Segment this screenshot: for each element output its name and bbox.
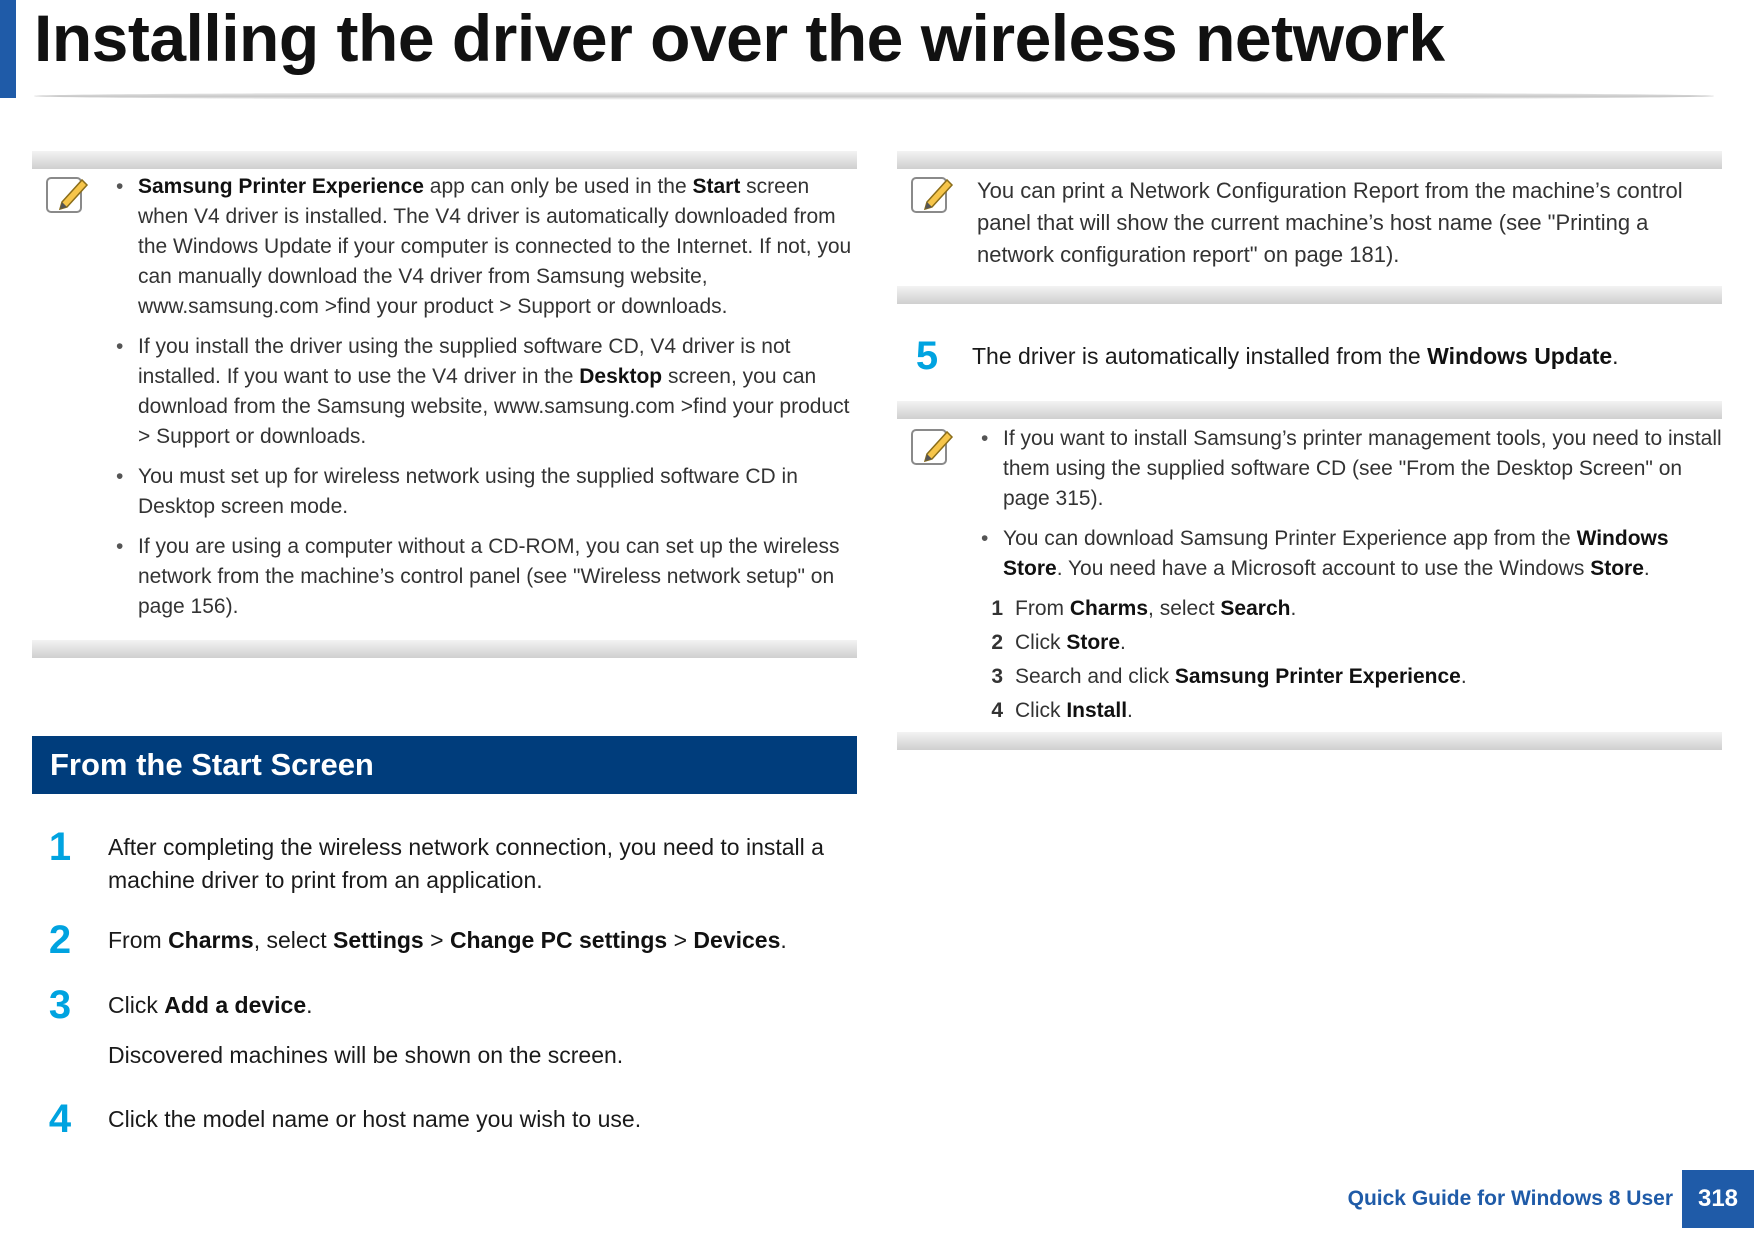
step-number: 2 <box>48 918 72 962</box>
note-pencil-icon <box>909 424 955 470</box>
note3-bullet-item <box>977 424 1722 514</box>
text-run: The driver is automatically installed from the <box>972 343 1428 369</box>
note1-bullet-item <box>112 172 852 322</box>
text-run: . <box>1612 343 1619 369</box>
bold-term: Windows Store <box>1003 527 1669 580</box>
text-run: You can download Samsung Printer Experience app from the <box>1003 527 1577 550</box>
text-run: . <box>780 927 787 953</box>
text-run: Click the model name or host name you wish to use. <box>108 1106 642 1132</box>
note-pencil-icon <box>44 172 90 218</box>
bold-term: Charms <box>168 927 254 953</box>
text-run: If you want to install Samsung’s printer management tools, you need to install them using the supplied software CD (see "From the Desktop Screen" on page 315). <box>1003 427 1722 510</box>
text-run: If you are using a computer without a CD-ROM, you can set up the wireless network from the machine’s control panel (see "Wireless network setup" on page 156). <box>138 535 840 618</box>
text-run: > <box>667 927 694 953</box>
bold-term: Devices <box>693 927 781 953</box>
text-run: . <box>1290 597 1297 620</box>
text-run: , select <box>253 927 333 953</box>
step-number: 5 <box>915 334 939 378</box>
bold-term: Store <box>1590 557 1644 580</box>
bold-term: Samsung Printer Experience <box>1174 665 1461 688</box>
step-subtext: Discovered machines will be shown on the screen. <box>108 1042 624 1068</box>
note3-bullet-item <box>977 524 1722 584</box>
bold-term: Install <box>1066 699 1128 722</box>
step-text <box>108 989 858 1022</box>
bold-term: Add a device <box>164 992 307 1018</box>
step-number: 1 <box>48 825 72 869</box>
page-number: 318 <box>1682 1170 1754 1228</box>
note1-list <box>112 172 852 622</box>
note3-content <box>977 424 1722 730</box>
note3-substep <box>977 696 1722 726</box>
note1-bullet-item <box>112 532 852 622</box>
text-run: Click <box>1015 631 1067 654</box>
text-run: . <box>306 992 313 1018</box>
text-run: From <box>1015 597 1070 620</box>
note3-substep <box>977 594 1722 624</box>
bold-term: Store <box>1066 631 1121 654</box>
substep-text <box>1015 662 1467 692</box>
title-accent-bar <box>0 0 16 98</box>
text-run: . <box>1460 665 1467 688</box>
text-run: You must set up for wireless network using the supplied software CD in Desktop screen mode. <box>138 465 798 518</box>
note2-text: You can print a Network Configuration Report from the machine’s control panel that will show the current machine’s host name (see "Printing a network configuration report" on page 181). <box>977 178 1683 267</box>
text-run: Search and click <box>1015 665 1175 688</box>
step-text <box>108 831 858 897</box>
note3-bottom-rule <box>897 732 1722 750</box>
section-header: From the Start Screen <box>32 736 857 794</box>
footer-guide-title: Quick Guide for Windows 8 User <box>1347 1187 1673 1210</box>
step-text <box>972 340 1722 373</box>
text-run: > <box>423 927 450 953</box>
text-run: If you install the driver using the supplied software CD, V4 driver is not installed. If you want to use the V4 driver in the <box>138 335 791 388</box>
text-run: From <box>108 927 169 953</box>
note-pencil-icon <box>909 172 955 218</box>
substep-text <box>1015 696 1133 726</box>
note2-top-rule <box>897 151 1722 169</box>
title-divider <box>34 92 1714 100</box>
note1-bullet-item <box>112 462 852 522</box>
bold-term: Settings <box>332 927 424 953</box>
text-run: . <box>1643 557 1650 580</box>
bold-term: Windows Update <box>1427 343 1613 369</box>
bold-term: Search <box>1220 597 1291 620</box>
note1-content <box>112 172 852 632</box>
text-run: app can only be used in the <box>423 175 693 198</box>
text-run: . <box>1120 631 1126 654</box>
step-text <box>108 924 858 957</box>
bold-term: Samsung Printer Experience <box>138 175 424 198</box>
note3-substep <box>977 628 1722 658</box>
note2-bottom-rule <box>897 286 1722 304</box>
step-number: 4 <box>48 1097 72 1141</box>
text-run: Click <box>1015 699 1067 722</box>
text-run: screen when V4 driver is installed. The V4 driver is automatically downloaded from the Windows Update if your computer is connected to the Internet. If not, you can manually download the V4 driver from Samsung website, www.samsung.com >find your product > Support or downloads. <box>138 175 852 318</box>
step-number: 3 <box>48 983 72 1027</box>
note3-substeps <box>977 594 1722 726</box>
substep-number: 1 <box>991 597 1003 620</box>
text-run: After completing the wireless network connection, you need to install a machine driver to print from an application. <box>108 834 824 893</box>
text-run: . <box>1127 699 1133 722</box>
note1-bottom-rule <box>32 640 857 658</box>
note3-list <box>977 424 1722 584</box>
text-run: . You need have a Microsoft account to use the Windows <box>1056 557 1591 580</box>
substep-text <box>1015 594 1296 624</box>
note3-substep <box>977 662 1722 692</box>
note1-top-rule <box>32 151 857 169</box>
substep-number: 2 <box>991 631 1003 654</box>
substep-number: 3 <box>991 665 1003 688</box>
text-run: , select <box>1148 597 1221 620</box>
text-run: Click <box>108 992 165 1018</box>
note1-bullet-item <box>112 332 852 452</box>
step-text <box>108 1103 858 1136</box>
page-title: Installing the driver over the wireless network <box>34 1 1445 75</box>
bold-term: Charms <box>1069 597 1149 620</box>
substep-number: 4 <box>991 699 1003 722</box>
bold-term: Start <box>692 175 741 198</box>
bold-term: Desktop <box>579 365 663 388</box>
note3-top-rule <box>897 401 1722 419</box>
text-run: screen, you can download from the Samsung website, www.samsung.com >find your product > Support or downloads. <box>138 365 850 448</box>
substep-text <box>1015 628 1126 658</box>
bold-term: Change PC settings <box>449 927 668 953</box>
